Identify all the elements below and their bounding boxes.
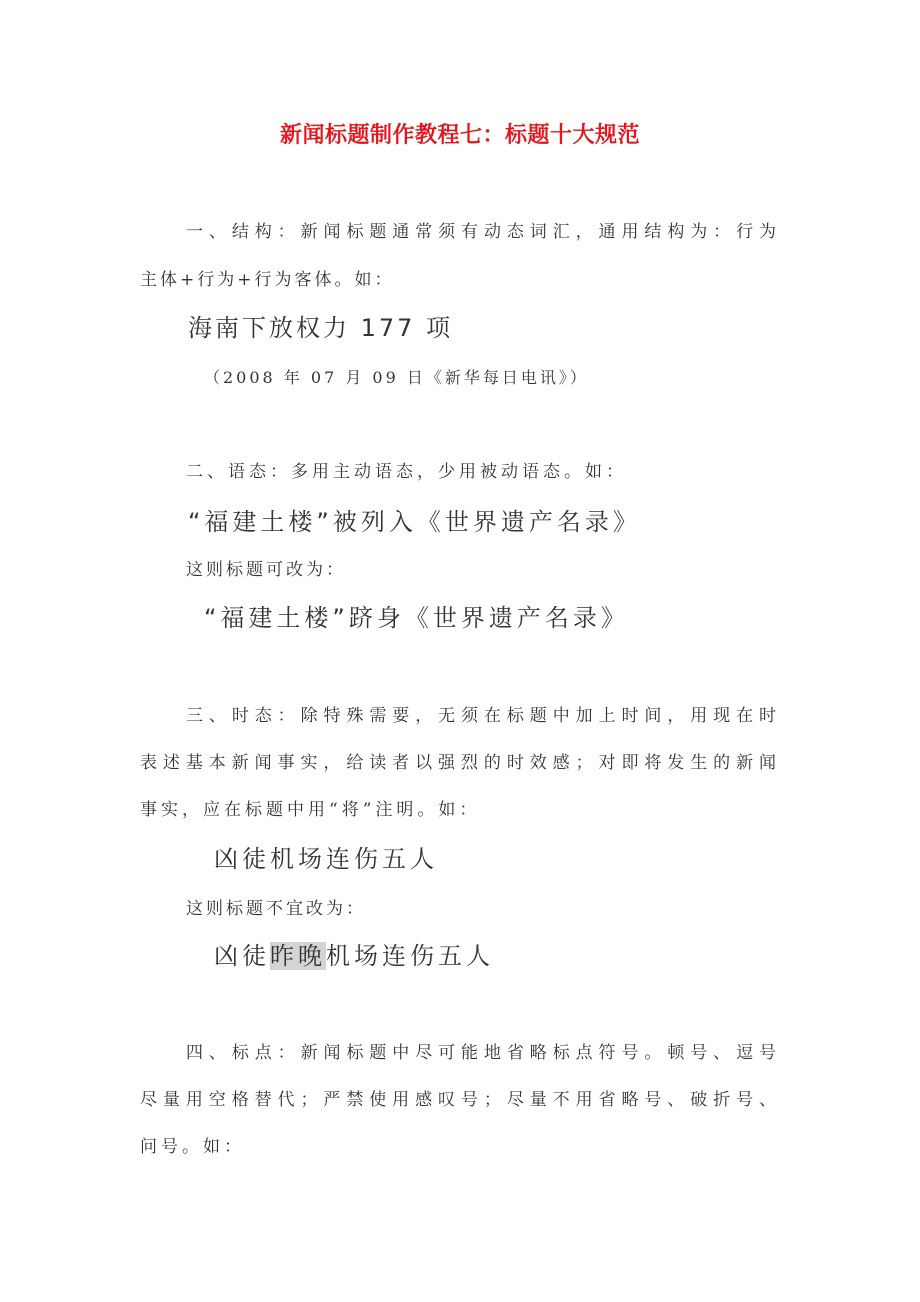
section-2-example-headline: “福建土楼”被列入《世界遗产名录》 [188, 508, 641, 536]
highlighted-time-word: 昨晚 [270, 942, 326, 970]
section-1-source: （2008 年 07 月 09 日《新华每日电讯》） [204, 368, 589, 387]
section-3-line-3: 事实，应在标题中用“将”注明。如： [140, 800, 481, 820]
section-3-line-2: 表述基本新闻事实，给读者以强烈的时效感；对即将发生的新闻 [140, 753, 778, 773]
section-2-revised-headline: “福建土楼”跻身《世界遗产名录》 [204, 604, 629, 632]
section-2-line-1: 二、语态：多用主动语态，少用被动语态。如： [186, 462, 627, 482]
section-1-line-2: 主体+行为+行为客体。如： [140, 270, 395, 290]
revised-headline-part-1: 凶徒 [214, 942, 270, 970]
section-4-line-3: 问号。如： [140, 1137, 245, 1157]
section-2-note: 这则标题可改为： [186, 560, 346, 580]
revised-headline-part-2: 机场连伤五人 [326, 942, 494, 970]
section-3-example-headline: 凶徒机场连伤五人 [214, 845, 438, 873]
section-1-example-headline: 海南下放权力 177 项 [188, 314, 454, 342]
document-title: 新闻标题制作教程七：标题十大规范 [279, 122, 640, 148]
section-4-line-2: 尽量用空格替代；严禁使用感叹号；尽量不用省略号、破折号、 [140, 1090, 778, 1110]
section-3-note: 这则标题不宜改为： [186, 899, 366, 919]
section-1-line-1: 一、结构：新闻标题通常须有动态词汇，通用结构为：行为 [186, 222, 778, 242]
section-4-line-1: 四、标点：新闻标题中尽可能地省略标点符号。顿号、逗号 [186, 1043, 778, 1063]
section-3-line-1: 三、时态：除特殊需要，无须在标题中加上时间，用现在时 [186, 706, 778, 726]
section-3-revised-headline [214, 940, 494, 972]
